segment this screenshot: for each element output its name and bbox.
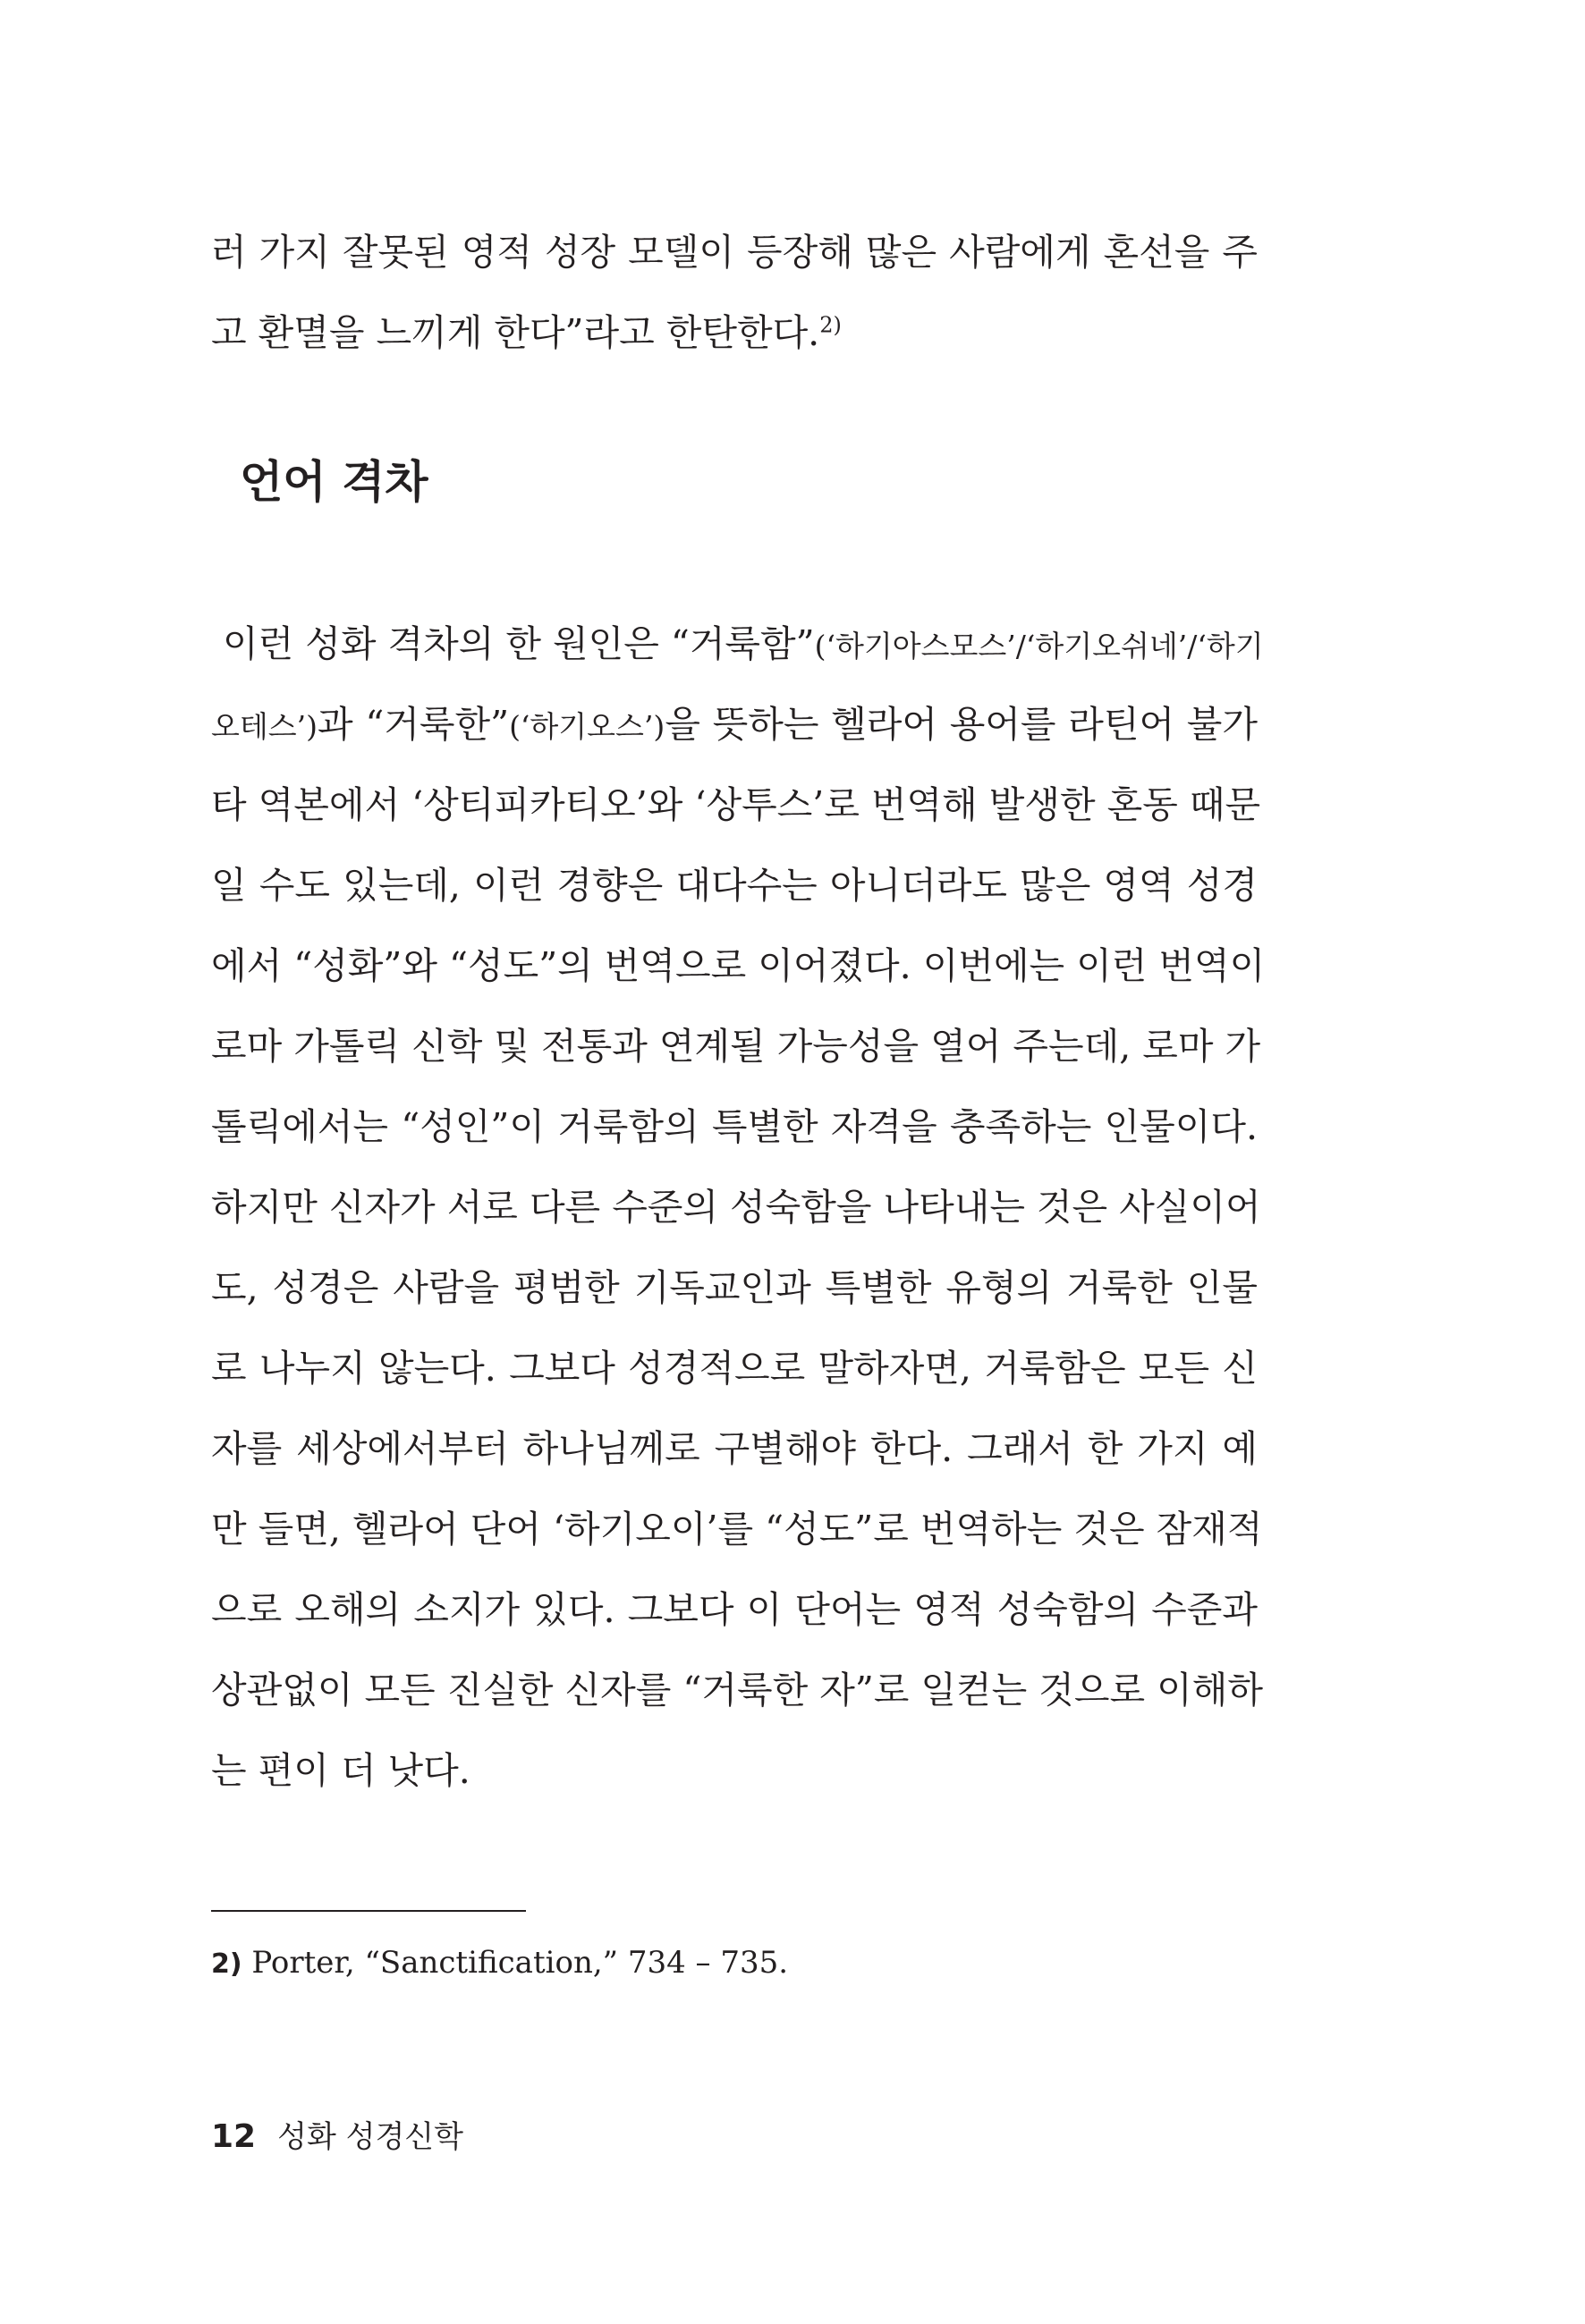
footnote-number: 2) xyxy=(211,1948,242,1980)
intro-paragraph xyxy=(211,212,1258,373)
text-line: 로마 가톨릭 신학 및 전통과 연계될 가능성을 열어 주는데, 로마 가 xyxy=(211,1025,1261,1068)
text-line: 상관없이 모든 진실한 신자를 “거룩한 자”로 일컫는 것으로 이해하 xyxy=(211,1669,1263,1711)
text-line: 는 편이 더 낫다. xyxy=(211,1749,470,1792)
text-line: 타 역본에서 ‘상티피카티오’와 ‘상투스’로 번역해 발생한 혼동 때문 xyxy=(211,783,1261,826)
text-line: 로 나누지 않는다. 그보다 성경적으로 말하자면, 거룩함은 모든 신 xyxy=(211,1347,1258,1390)
text-line: 하지만 신자가 서로 다른 수준의 성숙함을 나타내는 것은 사실이어 xyxy=(211,1186,1261,1229)
text-line xyxy=(211,292,1258,373)
text-line: 에서 “성화”와 “성도”의 번역으로 이어졌다. 이번에는 이런 번역이 xyxy=(211,944,1266,987)
text-line: 톨릭에서는 “성인”이 거룩함의 특별한 자격을 충족하는 인물이다. xyxy=(211,1105,1258,1148)
text-line: 만 들면, 헬라어 단어 ‘하기오이’를 “성도”로 번역하는 것은 잠재적 xyxy=(211,1508,1263,1551)
text-line xyxy=(211,604,1264,684)
text-segment: 을 뜻하는 헬라어 용어를 라틴어 불가 xyxy=(665,703,1258,746)
text-segment: 과 “거룩한” xyxy=(318,703,510,746)
footnote-reference[interactable]: 2) xyxy=(819,312,842,338)
running-title: 성화 성경신학 xyxy=(277,2119,463,2155)
text-line: 도, 성경은 사람을 평범한 기독교인과 특별한 유형의 거룩한 인물 xyxy=(211,1266,1258,1309)
page-footer xyxy=(211,2115,463,2159)
footnote-divider xyxy=(211,1910,526,1912)
footnote-text: Porter, “Sanctification,” 734 – 735. xyxy=(251,1945,789,1981)
page-number: 12 xyxy=(211,2118,257,2155)
text-segment: 이런 성화 격차의 한 원인은 “거룩함” xyxy=(211,622,815,665)
section-heading: 언어 격차 xyxy=(240,456,428,508)
text-line: 자를 세상에서부터 하나님께로 구별해야 한다. 그래서 한 가지 예 xyxy=(211,1427,1258,1470)
transliteration: (‘하기아스모스’/‘하기오쉬네’/‘하기 xyxy=(814,629,1264,663)
text-line-content: 고 환멸을 느끼게 한다”라고 한탄한다. xyxy=(211,311,820,354)
transliteration: (‘하기오스’) xyxy=(509,709,665,744)
transliteration: 오테스’) xyxy=(211,709,318,744)
text-line: 러 가지 잘못된 영적 성장 모델이 등장해 많은 사람에게 혼선을 주 xyxy=(211,231,1258,274)
text-line xyxy=(211,684,1258,765)
footnote xyxy=(211,1940,788,1987)
body-paragraph xyxy=(211,604,1266,1811)
text-line: 으로 오해의 소지가 있다. 그보다 이 단어는 영적 성숙함의 수준과 xyxy=(211,1588,1258,1631)
text-line: 일 수도 있는데, 이런 경향은 대다수는 아니더라도 많은 영역 성경 xyxy=(211,864,1258,907)
